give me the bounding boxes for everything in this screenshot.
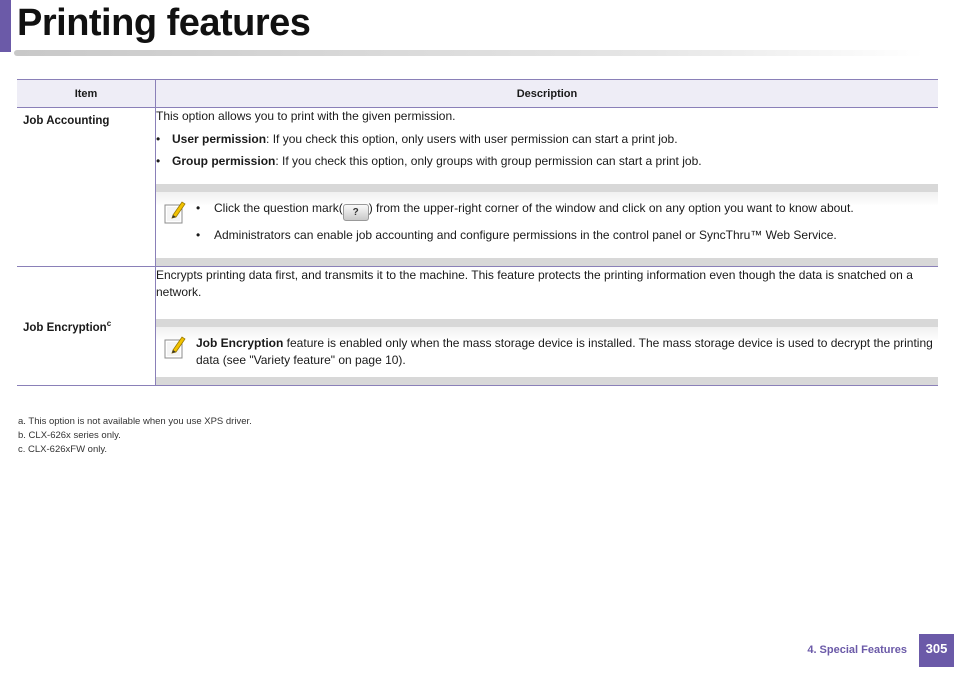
page-title: Printing features	[17, 2, 311, 44]
description-intro: Encrypts printing data first, and transmits it to the machine. This feature protects the printing information even though the data is snatched on a network.	[156, 268, 913, 299]
item-label: Job Accounting	[23, 115, 110, 127]
table-row	[17, 267, 938, 386]
question-mark-button-icon: ?	[343, 204, 369, 221]
features-table	[17, 79, 938, 386]
list-item	[196, 200, 934, 221]
note-pencil-icon	[164, 200, 186, 224]
row-item-job-encryption	[17, 267, 156, 386]
list-item	[156, 131, 938, 148]
note-list	[196, 200, 934, 244]
title-accent-bar	[0, 0, 11, 52]
bullet-term: User permission	[172, 132, 267, 146]
footnote: c. CLX-626xFW only.	[18, 444, 108, 455]
description-intro: This option allows you to print with the given permission.	[156, 109, 456, 123]
note-box	[156, 184, 938, 266]
note-term: Job Encryption	[196, 336, 284, 350]
list-item	[156, 153, 938, 170]
bullet-text: : If you check this option, only groups with group permission can start a print job.	[275, 154, 702, 168]
permission-list	[156, 131, 938, 170]
row-description	[156, 267, 939, 386]
footer-chapter-label: 4. Special Features	[807, 644, 907, 656]
footnote: a. This option is not available when you use XPS driver.	[18, 416, 252, 427]
row-item-job-accounting	[17, 108, 156, 267]
footnote-marker: c	[106, 318, 112, 328]
table-header-row	[17, 80, 938, 108]
footnote: b. CLX-626x series only.	[18, 430, 121, 441]
note-text: ) from the upper-right corner of the window and click on any option you want to know about.	[368, 201, 854, 215]
note-text	[196, 335, 934, 369]
note-text: Administrators can enable job accounting and configure permissions in the control panel or SyncThru™ Web Service.	[214, 228, 837, 242]
note-box	[156, 319, 938, 385]
list-item	[196, 227, 934, 244]
title-underline	[14, 50, 924, 56]
footnotes	[18, 415, 252, 457]
table-row	[17, 108, 938, 267]
note-body: feature is enabled only when the mass storage device is installed. The mass storage device is used to decrypt the printing data (see "Variety feature" on page 10).	[196, 336, 933, 367]
bullet-text: : If you check this option, only users with user permission can start a print job.	[266, 132, 678, 146]
note-text: Click the question mark(	[214, 201, 343, 215]
header-description: Description	[156, 80, 939, 108]
bullet-term: Group permission	[172, 154, 276, 168]
header-item: Item	[17, 80, 156, 108]
note-pencil-icon	[164, 335, 186, 359]
page-number-badge: 305	[919, 634, 954, 667]
item-label: Job Encryption	[23, 321, 107, 334]
row-description	[156, 108, 939, 267]
